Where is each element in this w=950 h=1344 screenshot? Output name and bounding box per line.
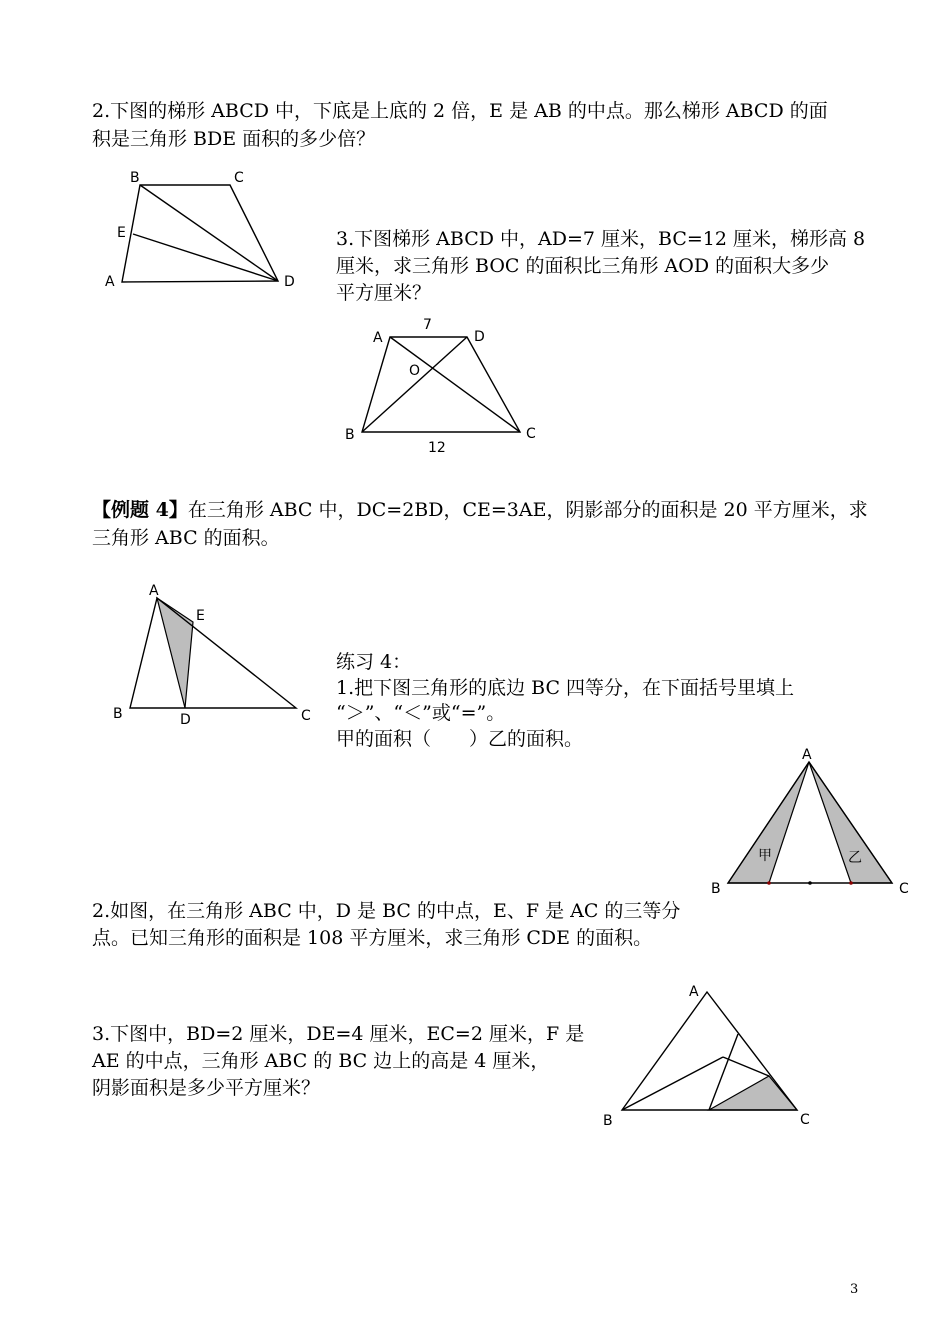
label-b: B bbox=[345, 427, 355, 443]
label-c: C bbox=[234, 170, 244, 186]
label-d: D bbox=[474, 329, 485, 345]
ex4-text-line1: 【例题 4】在三角形 ABC 中，DC=2BD，CE=3AE，阴影部分的面积是 20 平方厘米，求 bbox=[92, 499, 868, 521]
label-c: C bbox=[899, 881, 909, 897]
diagonal-db bbox=[362, 337, 467, 432]
pr4-p3-line1: 3.下图中，BD=2 厘米，DE=4 厘米，EC=2 厘米，F 是 bbox=[92, 1023, 585, 1045]
triangle-shaded-cef-figure bbox=[595, 975, 825, 1135]
trapezoid-outline bbox=[122, 185, 278, 282]
label-b: B bbox=[711, 881, 721, 897]
label-a: A bbox=[149, 583, 159, 599]
pr4-p3-line3: 阴影面积是多少平方厘米？ bbox=[92, 1077, 321, 1099]
label-e: E bbox=[117, 225, 126, 241]
label-bottom-length: 12 bbox=[428, 440, 446, 456]
q2-text-line1: 2.下图的梯形 ABCD 中，下底是上底的 2 倍，E 是 AB 的中点。那么梯形 ABCD 的面 bbox=[92, 100, 828, 122]
triangle-jia-yi-figure bbox=[706, 747, 926, 900]
division-point-2 bbox=[808, 881, 812, 885]
diagonal-bd bbox=[140, 185, 278, 281]
trapezoid-outline bbox=[362, 337, 520, 432]
shaded-triangle-aed bbox=[157, 598, 193, 708]
label-d: D bbox=[284, 274, 295, 290]
pr4-p1-line1: 1.把下图三角形的底边 BC 四等分，在下面括号里填上 bbox=[336, 677, 795, 699]
label-c: C bbox=[800, 1112, 810, 1128]
q3-text-line3: 平方厘米？ bbox=[336, 282, 432, 304]
label-yi: 乙 bbox=[848, 850, 862, 866]
pr4-p1-line3: 甲的面积（ ）乙的面积。 bbox=[336, 728, 584, 750]
segment-ed bbox=[133, 234, 278, 281]
label-jia: 甲 bbox=[758, 848, 772, 864]
label-c: C bbox=[301, 708, 311, 724]
q3-text-line2: 厘米，求三角形 BOC 的面积比三角形 AOD 的面积大多少 bbox=[336, 255, 830, 277]
page-number: 3 bbox=[850, 1282, 859, 1297]
triangle-abc-outline bbox=[130, 598, 296, 708]
triangle-shaded-figure bbox=[105, 578, 320, 728]
division-point-3 bbox=[849, 881, 853, 885]
pr4-p3-line2: AE 的中点，三角形 ABC 的 BC 边上的高是 4 厘米， bbox=[92, 1050, 550, 1072]
pr4-title: 练习 4： bbox=[336, 651, 412, 673]
segment-fe bbox=[723, 1057, 769, 1076]
label-a: A bbox=[689, 984, 699, 1000]
label-e: E bbox=[196, 608, 205, 624]
q3-text-line1: 3.下图梯形 ABCD 中，AD=7 厘米，BC=12 厘米，梯形高 8 bbox=[336, 228, 866, 250]
label-d: D bbox=[180, 712, 191, 728]
label-c: C bbox=[526, 426, 536, 442]
label-a: A bbox=[105, 274, 115, 290]
diagonal-ac bbox=[390, 337, 520, 432]
segment-bf bbox=[622, 1057, 723, 1110]
label-b: B bbox=[130, 170, 140, 186]
label-a: A bbox=[802, 747, 812, 763]
trapezoid-bde-figure bbox=[100, 168, 310, 298]
trapezoid-boc-figure bbox=[340, 312, 550, 462]
label-a: A bbox=[373, 330, 383, 346]
ex4-heading: 【例题 4】 bbox=[92, 499, 188, 521]
ex4-text-line2: 三角形 ABC 的面积。 bbox=[92, 527, 280, 549]
label-top-length: 7 bbox=[423, 317, 432, 333]
pr4-p2-line2: 点。已知三角形的面积是 108 平方厘米，求三角形 CDE 的面积。 bbox=[92, 927, 653, 949]
label-b: B bbox=[113, 706, 123, 722]
pr4-p2-line1: 2.如图，在三角形 ABC 中，D 是 BC 的中点，E、F 是 AC 的三等分 bbox=[92, 900, 681, 922]
label-o: O bbox=[409, 363, 421, 379]
label-b: B bbox=[603, 1113, 613, 1129]
division-point-1 bbox=[767, 881, 771, 885]
q2-text-line2: 积是三角形 BDE 面积的多少倍？ bbox=[92, 128, 376, 150]
pr4-p1-line2: “＞”、“＜”或“=”。 bbox=[336, 702, 506, 724]
